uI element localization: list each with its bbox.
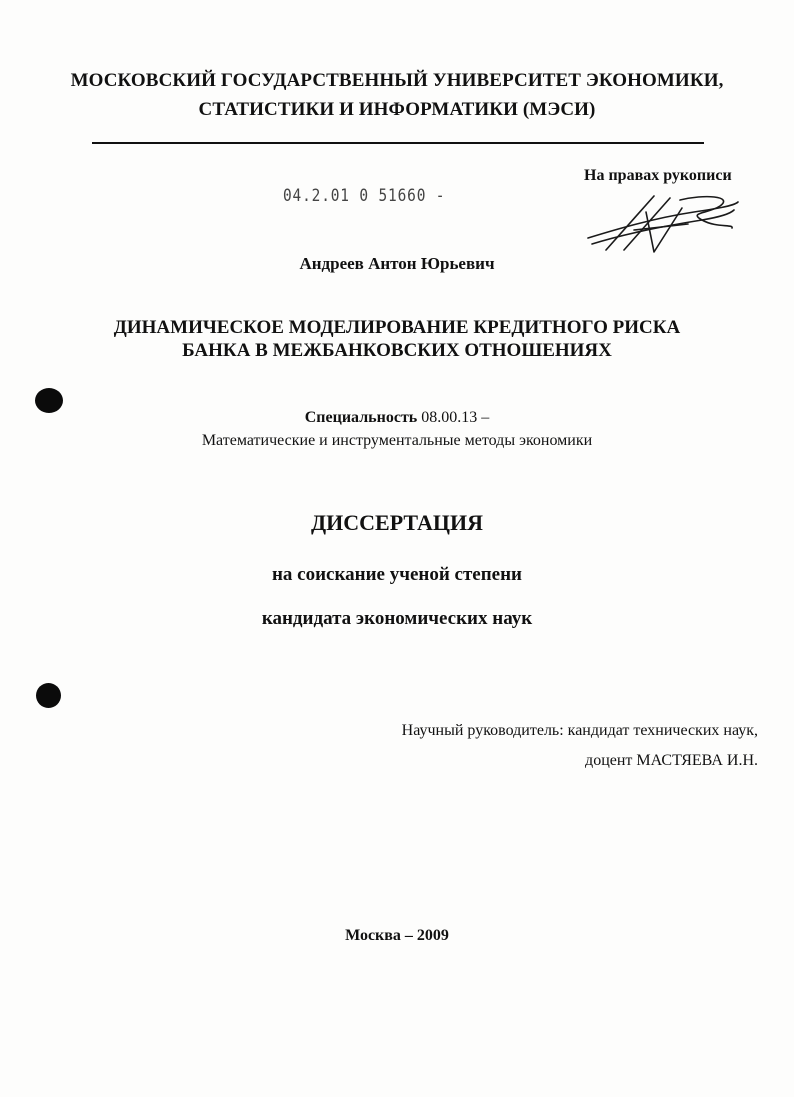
title-line-1: ДИНАМИЧЕСКОЕ МОДЕЛИРОВАНИЕ КРЕДИТНОГО РИСКА	[113, 317, 681, 338]
dissertation-title	[0, 316, 794, 362]
specialty-block	[0, 406, 794, 452]
punch-hole-icon	[36, 683, 61, 708]
degree-block	[0, 553, 794, 641]
supervisor-line-1: Научный руководитель: кандидат технических наук,	[401, 722, 758, 739]
supervisor-block	[402, 716, 758, 776]
specialty-label: Специальность	[304, 409, 418, 426]
specialty-code: 08.00.13 –	[421, 409, 490, 426]
university-name	[0, 66, 794, 124]
title-line-2: БАНКА В МЕЖБАНКОВСКИХ ОТНОШЕНИЯХ	[182, 340, 612, 361]
document-type: ДИССЕРТАЦИЯ	[311, 510, 483, 535]
specialty-code-line	[0, 406, 794, 429]
signature-icon	[584, 190, 740, 256]
university-line-1: МОСКОВСКИЙ ГОСУДАРСТВЕННЫЙ УНИВЕРСИТЕТ ЭКОНОМИКИ,	[70, 70, 724, 91]
university-line-2: СТАТИСТИКИ И ИНФОРМАТИКИ (МЭСИ)	[198, 99, 596, 120]
header-rule	[92, 142, 704, 144]
specialty-name: Математические и инструментальные методы экономики	[201, 432, 593, 449]
supervisor-line-2: доцент МАСТЯЕВА И.Н.	[585, 752, 758, 769]
library-stamp-number: 04.2.01 0 51660 -	[283, 186, 446, 206]
rights-notice: На правах рукописи	[584, 167, 732, 184]
degree-line-1: на соискание ученой степени	[271, 564, 522, 585]
author-name: Андреев Антон Юрьевич	[299, 254, 495, 273]
degree-line-2: кандидата экономических наук	[261, 608, 533, 629]
punch-hole-icon	[35, 388, 63, 413]
city-year: Москва – 2009	[345, 927, 449, 944]
